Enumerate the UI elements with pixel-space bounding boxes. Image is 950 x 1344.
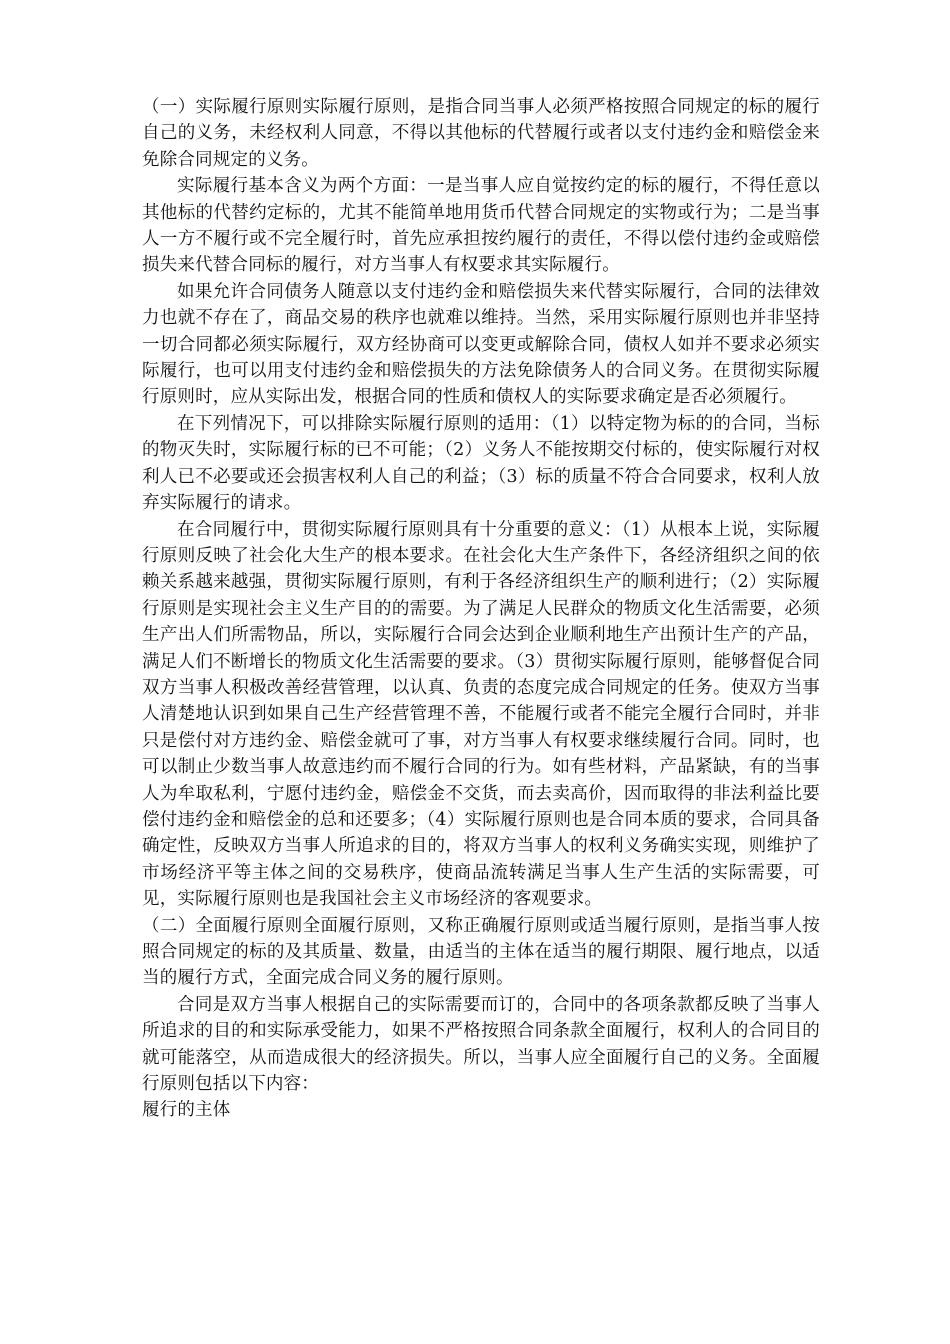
paragraph-full-performance-heading: （二）全面履行原则全面履行原则，又称正确履行原则或适当履行原则，是指当事人按照合同规定的标的及其质量、数量，由适当的主体在适当的履行期限、履行地点，以适当的履行方式，全面完成合同义务的履行原则。 xyxy=(142,915,820,989)
paragraph-actual-performance-meaning: 实际履行基本含义为两个方面：一是当事人应自觉按约定的标的履行，不得任意以其他标的代替约定标的，尤其不能简单地用货币代替合同规定的实物或行为；二是当事人一方不履行或不完全履行时，首先应承担按约履行的责任，不得以偿付违约金或赔偿损失来代替合同标的履行，对方当事人有权要求其实际履行。 xyxy=(142,176,820,276)
paragraph-performance-subject: 履行的主体 xyxy=(142,1100,231,1121)
paragraph-actual-performance-heading: （一）实际履行原则实际履行原则，是指合同当事人必须严格按照合同规定的标的履行自己的义务，未经权利人同意，不得以其他标的代替履行或者以支付违约金和赔偿金来免除合同规定的义务。 xyxy=(142,97,820,170)
paragraph-actual-performance-flexibility: 如果允许合同债务人随意以支付违约金和赔偿损失来代替实际履行，合同的法律效力也就不存在了，商品交易的秩序也就难以维持。当然，采用实际履行原则也并非坚持一切合同都必须实际履行，双方经协商可以变更或解除合同，债权人如并不要求必须实际履行，也可以用支付违约金和赔偿损失的方法免除债务人的合同义务。在贯彻实际履行原则时，应从实际出发，根据合同的性质和债权人的实际要求确定是否必须履行。 xyxy=(142,281,820,408)
document-body xyxy=(142,94,820,1124)
paragraph-actual-performance-exclusions: 在下列情况下，可以排除实际履行原则的适用：（1）以特定物为标的的合同，当标的物灭失时，实际履行标的已不可能；（2）义务人不能按期交付标的，使实际履行对权利人已不必要或还会损害权利人自己的利益；（3）标的质量不符合合同要求，权利人放弃实际履行的请求。 xyxy=(142,413,820,514)
paragraph-actual-performance-significance: 在合同履行中，贯彻实际履行原则具有十分重要的意义：（1）从根本上说，实际履行原则反映了社会化大生产的根本要求。在社会化大生产条件下，各经济组织之间的依赖关系越来越强，贯彻实际履行原则，有利于各经济组织生产的顺利进行；（2）实际履行原则是实现社会主义生产目的的需要。为了满足人民群众的物质文化生活需要，必须生产出人们所需物品，所以，实际履行合同会达到企业顺利地生产出预计生产的产品，满足人们不断增长的物质文化生活需要的要求。（3）贯彻实际履行原则，能够督促合同双方当事人积极改善经营管理，以认真、负责的态度完成合同规定的任务。使双方当事人清楚地认识到如果自己生产经营管理不善，不能履行或者不能完全履行合同时，并非只是偿付对方违约金、赔偿金就可了事，对方当事人有权要求继续履行合同。同时，也可以制止少数当事人故意违约而不履行合同的行为。如有些材料，产品紧缺，有的当事人为牟取私利，宁愿付违约金，赔偿金不交货，而去卖高价，因而取得的非法利益比要偿付违约金和赔偿金的总和还要多；（4）实际履行原则也是合同本质的要求，合同具备确定性，反映双方当事人所追求的目的，将双方当事人的权利义务确实实现，则维护了市场经济平等主体之间的交易秩序，使商品流转满足当事人生产生活的实际需要，可见，实际履行原则也是我国社会主义市场经济的客观要求。 xyxy=(142,519,820,910)
paragraph-full-performance-reason: 合同是双方当事人根据自己的实际需要而订的，合同中的各项条款都反映了当事人所追求的目的和实际承受能力，如果不严格按照合同条款全面履行，权利人的合同目的就可能落空，从而造成很大的经济损失。所以，当事人应全面履行自己的义务。全面履行原则包括以下内容： xyxy=(142,994,820,1095)
